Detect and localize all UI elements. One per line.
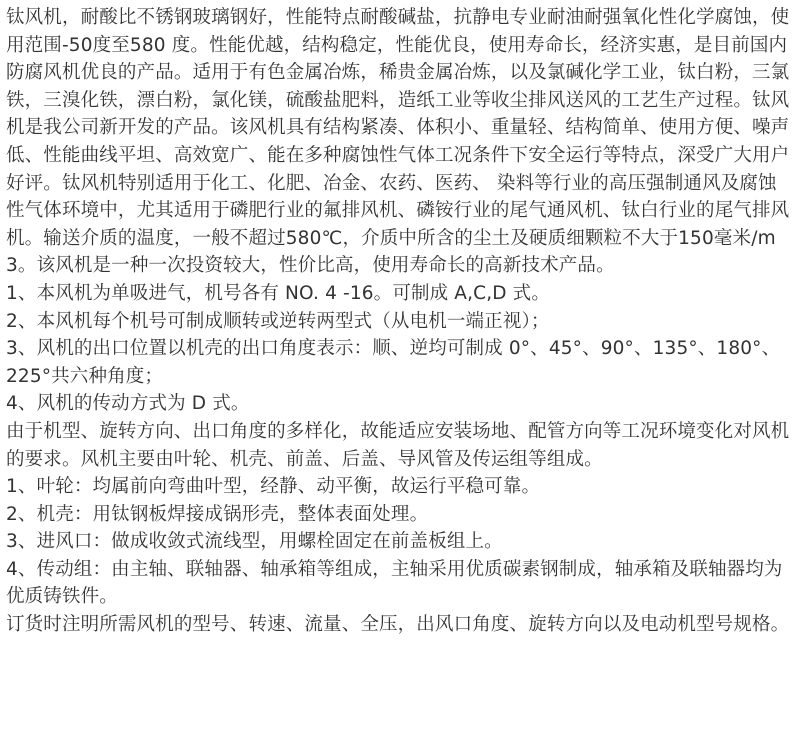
- spec-item-1: 1、本风机为单吸进气，机号各有 NO. 4 -16。可制成 A,C,D 式。: [6, 282, 550, 304]
- intro-paragraph: 钛风机，耐酸比不锈钢玻璃钢好，性能特点耐酸碱盐，抗静电专业耐油耐强氧化性化学腐蚀，使用范围-50度至580 度。性能优越，结构稳定，性能优良，使用寿命长，经济实惠，是目前国内防腐风机优良的产品。适用于有色金属冶炼，稀贵金属冶炼，以及氯碱化学工业，钛白粉，三氯铁，三溴化铁，漂白粉，氯化镁，硫酸盐肥料，造纸工业等收尘排风送风的工艺生产过程。钛风机是我公司新开发的产品。该风机具有结构紧凑、体积小、重量轻、结构简单、使用方便、噪声低、性能曲线平坦、高效宽广、能在多种腐蚀性气体工况条件下安全运行等特点，深受广大用户好评。钛风机特别适用于化工、化肥、冶金、农药、医药、 染料等行业的高压强制通风及腐蚀性气体环境中，尤其适用于磷肥行业的氟排风机、磷铵行业的尾气通风机、钛白行业的尾气排风机。输送介质的温度，一般不超过580℃，介质中所含的尘土及硬质细颗粒不大于150毫米/m3。该风机是一种一次投资较大，性价比高，使用寿命长的高新技术产品。: [6, 7, 790, 277]
- component-item-impeller: 1、叶轮：均属前向弯曲叶型，经静、动平衡，故运行平稳可靠。: [6, 476, 541, 498]
- spec-item-4: 4、风机的传动方式为 D 式。: [6, 393, 250, 415]
- component-item-inlet: 3、进风口：做成收敛式流线型，用螺栓固定在前盖板组上。: [6, 531, 503, 553]
- ordering-note: 订货时注明所需风机的型号、转速、流量、全压，出风口角度、旋转方向以及电动机型号规格。: [6, 614, 790, 636]
- spec-item-3: 3、风机的出口位置以机壳的出口角度表示：顺、逆均可制成 0°、45°、90°、135°、180°、225°共六种角度；: [6, 338, 781, 387]
- document-body: [6, 4, 792, 639]
- component-item-casing: 2、机壳：用钛钢板焊接成锅形壳，整体表面处理。: [6, 503, 429, 525]
- spec-item-2: 2、本风机每个机号可制成顺转或逆转两型式（从电机一端正视）；: [6, 310, 550, 332]
- component-item-drive: 4、传动组：由主轴、联轴器、轴承箱等组成，主轴采用优质碳素钢制成，轴承箱及联轴器均为优质铸铁件。: [6, 558, 783, 608]
- structure-paragraph: 由于机型、旋转方向、出口角度的多样化，故能适应安装场地、配管方向等工况环境变化对风机的要求。风机主要由叶轮、机壳、前盖、后盖、导风管及传运组等组成。: [6, 420, 790, 470]
